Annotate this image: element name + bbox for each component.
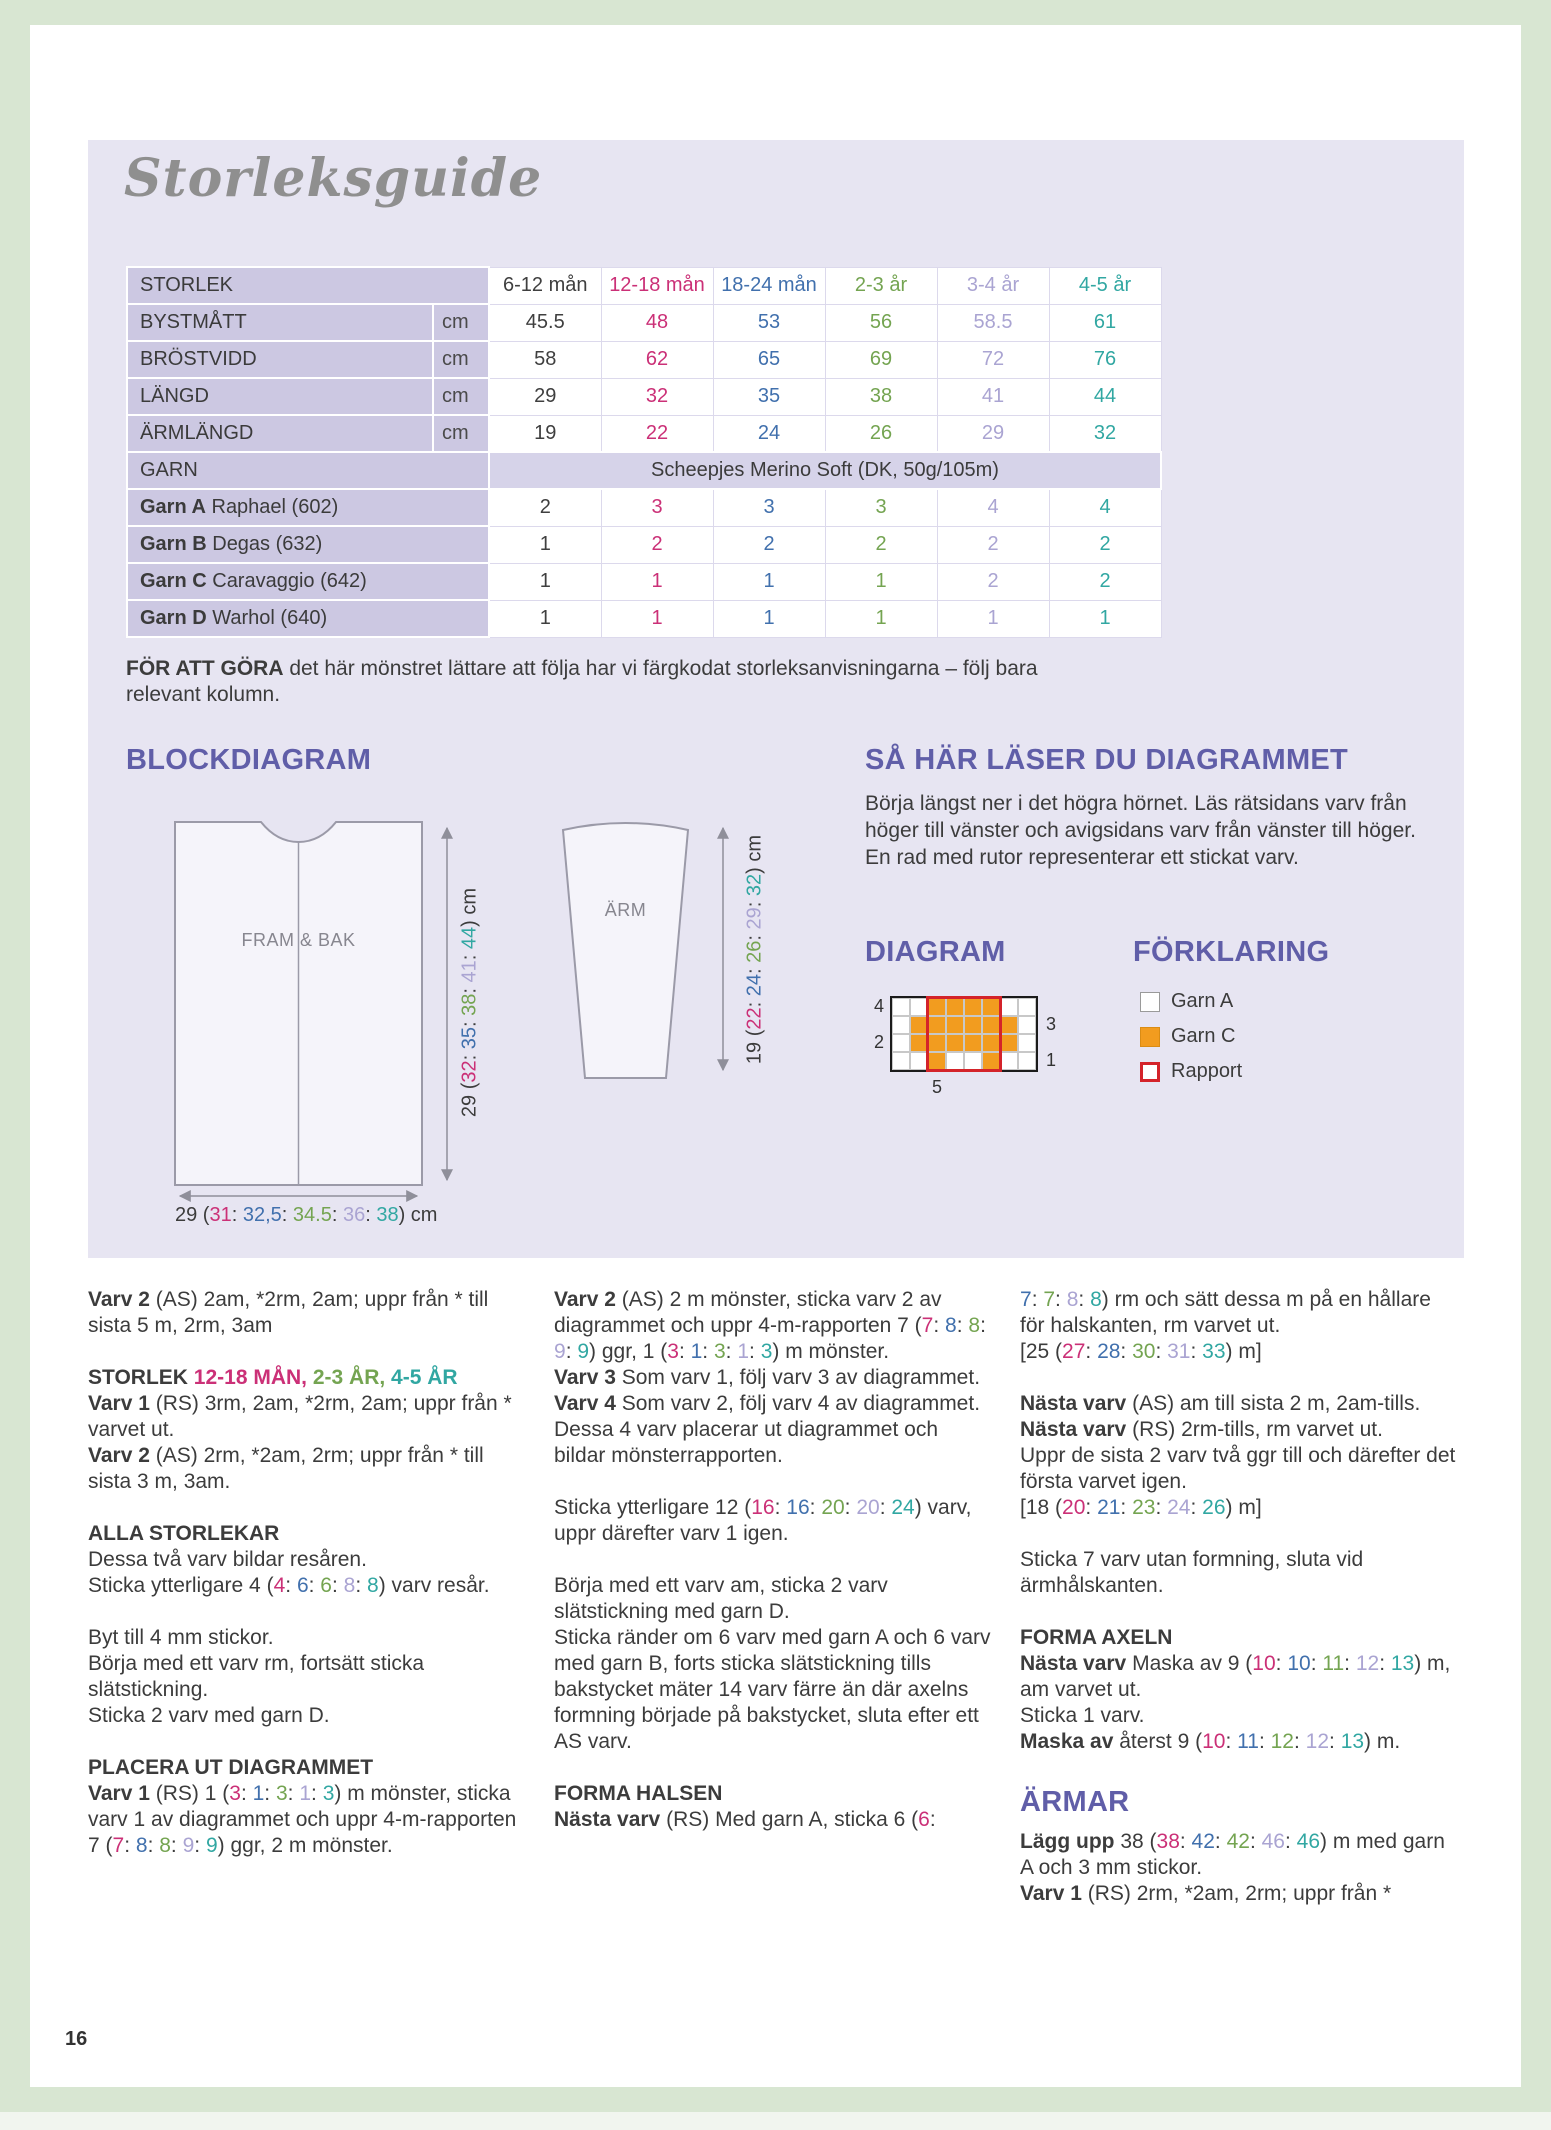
measurement-unit: cm xyxy=(433,304,489,341)
pattern-line: Nästa varv (RS) 2rm-tills, rm varvet ut. xyxy=(1020,1418,1383,1441)
size-column-header: 3-4 år xyxy=(937,267,1049,304)
color-coding-note: FÖR ATT GÖRA det här mönstret lättare att följa har vi färgkodat storleksanvisningarna – följ bara relevant kolumn. xyxy=(126,657,1038,706)
diagram-heading: DIAGRAM xyxy=(865,936,1006,968)
pattern-line: Sticka 2 varv med garn D. xyxy=(88,1704,330,1727)
yarn-amount: 1 xyxy=(489,563,601,600)
section-heading xyxy=(1020,1785,1457,1819)
legend-label: Garn C xyxy=(1171,1025,1236,1047)
measurement-value: 45.5 xyxy=(489,304,601,341)
pattern-line: [25 (27: 28: 30: 31: 33) m] xyxy=(1020,1340,1262,1363)
pattern-block xyxy=(1020,1391,1457,1521)
page-number: 16 xyxy=(65,2028,88,2050)
sleeve-length-measurement: 19 (22: 24: 26: 29: 32) cm xyxy=(743,834,766,1065)
measurement-value: 24 xyxy=(713,415,825,452)
pattern-block xyxy=(1020,1287,1457,1365)
legend-item xyxy=(1140,990,1242,1013)
pattern-line: [18 (20: 21: 23: 24: 26) m] xyxy=(1020,1496,1262,1519)
measurement-value: 32 xyxy=(601,378,713,415)
yarn-amount: 1 xyxy=(489,526,601,563)
pattern-block xyxy=(1020,1547,1457,1599)
sleeve-label: ÄRM xyxy=(604,900,647,920)
legend-label: Rapport xyxy=(1171,1060,1243,1082)
yarn-label: Garn C Caravaggio (642) xyxy=(127,563,489,600)
legend-heading: FÖRKLARING xyxy=(1133,936,1330,968)
how-to-read-heading: SÅ HÄR LÄSER DU DIAGRAMMET xyxy=(865,744,1349,776)
measurement-value: 32 xyxy=(1049,415,1161,452)
yarn-amount: 1 xyxy=(825,563,937,600)
size-column-header: 12-18 mån xyxy=(601,267,713,304)
pattern-block xyxy=(554,1573,991,1755)
chart-cell-garn-a xyxy=(1018,1052,1036,1070)
yarn-amount: 2 xyxy=(1049,526,1161,563)
measurement-label: BYSTMÅTT xyxy=(127,304,433,341)
body-length-measurement: 29 (32: 35: 38: 41: 44) cm xyxy=(458,887,481,1118)
yarn-header-value: Scheepjes Merino Soft (DK, 50g/105m) xyxy=(489,452,1161,489)
yarn-amount: 1 xyxy=(601,600,713,637)
pattern-block xyxy=(554,1781,991,1833)
pattern-line: Byt till 4 mm stickor. xyxy=(88,1626,274,1649)
pattern-line: Börja med ett varv am, sticka 2 varv slätstickning med garn D. xyxy=(554,1574,888,1623)
pattern-line: Nästa varv Maska av 9 (10: 10: 11: 12: 13) m, am varvet ut. xyxy=(1020,1652,1451,1701)
pattern-line: Varv 1 (RS) 1 (3: 1: 3: 1: 3) m mönster, sticka varv 1 av diagrammet och uppr 4-m-rapporten 7 (7: 8: 8: 9: 9) ggr, 2 m mönster. xyxy=(88,1782,517,1857)
measurement-value: 53 xyxy=(713,304,825,341)
pattern-line: Nästa varv (AS) am till sista 2 m, 2am-tills. xyxy=(1020,1392,1421,1415)
measurement-value: 41 xyxy=(937,378,1049,415)
measurement-value: 62 xyxy=(601,341,713,378)
measurement-value: 69 xyxy=(825,341,937,378)
measurement-value: 58 xyxy=(489,341,601,378)
yarn-amount: 4 xyxy=(937,489,1049,526)
measurement-label: LÄNGD xyxy=(127,378,433,415)
legend-label: Garn A xyxy=(1171,990,1234,1012)
size-column-header: 6-12 mån xyxy=(489,267,601,304)
size-column-header: 2-3 år xyxy=(825,267,937,304)
pattern-line: Sticka ytterligare 12 (16: 16: 20: 20: 24) varv, uppr därefter varv 1 igen. xyxy=(554,1496,972,1545)
chart-cell-garn-a xyxy=(1018,1034,1036,1052)
pattern-column-1 xyxy=(88,1287,525,1859)
pattern-line: Varv 2 (AS) 2am, *2rm, 2am; uppr från * till sista 5 m, 2rm, 3am xyxy=(88,1288,489,1337)
size-column-header: 18-24 mån xyxy=(713,267,825,304)
pattern-block xyxy=(554,1287,991,1469)
pattern-line: Varv 4 Som varv 2, följ varv 4 av diagrammet. xyxy=(554,1392,981,1415)
chart-cell-garn-a xyxy=(892,1034,910,1052)
measurement-value: 56 xyxy=(825,304,937,341)
measurement-value: 29 xyxy=(937,415,1049,452)
pattern-line: Börja med ett varv rm, fortsätt sticka slätstickning. xyxy=(88,1652,425,1701)
pattern-line: Varv 2 (AS) 2 m mönster, sticka varv 2 av diagrammet och uppr 4-m-rapporten 7 (7: 8: 8: 9: 9) ggr, 1 (3: 1: 3: 1: 3) m mönster. xyxy=(554,1288,986,1363)
legend-item xyxy=(1140,1060,1242,1083)
yarn-amount: 2 xyxy=(1049,563,1161,600)
pattern-line: Varv 3 Som varv 1, följ varv 3 av diagrammet. xyxy=(554,1366,981,1389)
yarn-amount: 1 xyxy=(1049,600,1161,637)
pattern-line: Sticka ytterligare 4 (4: 6: 6: 8: 8) varv resår. xyxy=(88,1574,490,1597)
chart-cell-garn-a xyxy=(892,998,910,1016)
knitting-chart xyxy=(890,996,1038,1072)
yarn-label: Garn A Raphael (602) xyxy=(127,489,489,526)
pattern-line: Sticka 1 varv. xyxy=(1020,1704,1145,1727)
yarn-amount: 4 xyxy=(1049,489,1161,526)
pattern-block xyxy=(88,1521,525,1599)
size-table-corner-cell: STORLEK xyxy=(127,267,489,304)
measurement-label: BRÖSTVIDD xyxy=(127,341,433,378)
measurement-value: 72 xyxy=(937,341,1049,378)
measurement-unit: cm xyxy=(433,415,489,452)
chart-stitch-number: 5 xyxy=(931,1077,942,1097)
size-guide-panel xyxy=(88,140,1464,1258)
chart-cell-garn-c xyxy=(1000,1034,1018,1052)
chart-cell-garn-a xyxy=(1000,998,1018,1016)
pattern-line: Sticka ränder om 6 varv med garn A och 6 varv med garn B, forts sticka slätstickning tills bakstycket mäter 14 varv färre än där axelns formning började på bakstycket, sluta efter ett AS varv. xyxy=(554,1626,991,1753)
pattern-block xyxy=(88,1365,525,1495)
yarn-amount: 1 xyxy=(937,600,1049,637)
pattern-line: 7: 7: 8: 8) rm och sätt dessa m på en hållare för halskanten, rm varvet ut. xyxy=(1020,1288,1431,1337)
measurement-value: 38 xyxy=(825,378,937,415)
schematic-drawing xyxy=(88,140,1464,1258)
measurement-value: 26 xyxy=(825,415,937,452)
yarn-amount: 1 xyxy=(825,600,937,637)
chart-row-number: 3 xyxy=(1046,1014,1057,1034)
pattern-column-2 xyxy=(554,1287,991,1833)
chart-row-number: 4 xyxy=(873,996,884,1016)
pattern-line: ALLA STORLEKAR xyxy=(88,1522,280,1545)
pattern-block xyxy=(1020,1625,1457,1755)
chart-legend xyxy=(1140,990,1242,1095)
measurement-value: 48 xyxy=(601,304,713,341)
yarn-amount: 1 xyxy=(489,600,601,637)
yarn-header-label: GARN xyxy=(127,452,489,489)
pattern-block xyxy=(88,1625,525,1729)
yarn-amount: 1 xyxy=(713,600,825,637)
yarn-amount: 3 xyxy=(601,489,713,526)
pattern-line: Varv 2 (AS) 2rm, *2am, 2rm; uppr från * till sista 3 m, 3am. xyxy=(88,1444,484,1493)
measurement-value: 35 xyxy=(713,378,825,415)
rapport-outline xyxy=(926,996,1002,1072)
page xyxy=(30,25,1521,2087)
yarn-label: Garn B Degas (632) xyxy=(127,526,489,563)
legend-swatch-orange xyxy=(1140,1027,1160,1047)
measurement-value: 58.5 xyxy=(937,304,1049,341)
pattern-block xyxy=(88,1755,525,1859)
size-guide-title: Storleksguide xyxy=(124,148,543,209)
chart-row-number: 2 xyxy=(873,1032,884,1052)
chart-cell-garn-a xyxy=(892,1052,910,1070)
yarn-amount: 2 xyxy=(489,489,601,526)
measurement-value: 65 xyxy=(713,341,825,378)
pattern-line: Maska av återst 9 (10: 11: 12: 12: 13) m. xyxy=(1020,1730,1401,1753)
yarn-amount: 1 xyxy=(713,563,825,600)
yarn-amount: 3 xyxy=(713,489,825,526)
pattern-line: Nästa varv (RS) Med garn A, sticka 6 (6: xyxy=(554,1808,936,1831)
pattern-column-3 xyxy=(1020,1287,1457,1907)
chart-cell-garn-a xyxy=(1018,998,1036,1016)
legend-swatch-white xyxy=(1140,992,1160,1012)
measurement-value: 61 xyxy=(1049,304,1161,341)
pattern-line: Dessa 4 varv placerar ut diagrammet och bildar mönsterrapporten. xyxy=(554,1418,938,1467)
pattern-line: FORMA AXELN xyxy=(1020,1626,1173,1649)
pattern-line: Varv 1 (RS) 2rm, *2am, 2rm; uppr från * xyxy=(1020,1882,1392,1905)
pattern-line: PLACERA UT DIAGRAMMET xyxy=(88,1756,374,1779)
pattern-block xyxy=(554,1495,991,1547)
measurement-value: 76 xyxy=(1049,341,1161,378)
pattern-line: Uppr de sista 2 varv två ggr till och därefter det första varvet igen. xyxy=(1020,1444,1456,1493)
pattern-line: Lägg upp 38 (38: 42: 42: 46: 46) m med garn A och 3 mm stickor. xyxy=(1020,1830,1445,1879)
chart-cell-garn-c xyxy=(1000,1016,1018,1034)
chart-row-number: 1 xyxy=(1046,1050,1057,1070)
yarn-amount: 1 xyxy=(601,563,713,600)
pattern-line: FORMA HALSEN xyxy=(554,1782,723,1805)
yarn-amount: 2 xyxy=(937,563,1049,600)
pattern-block xyxy=(1020,1829,1457,1907)
yarn-amount: 2 xyxy=(601,526,713,563)
legend-item xyxy=(1140,1025,1242,1048)
sleeve-outline xyxy=(563,823,688,1078)
front-back-label: FRAM & BAK xyxy=(241,930,356,950)
blockdiagram-heading: BLOCKDIAGRAM xyxy=(126,744,372,776)
pattern-block xyxy=(88,1287,525,1339)
yarn-amount: 2 xyxy=(825,526,937,563)
yarn-amount: 3 xyxy=(825,489,937,526)
measurement-value: 44 xyxy=(1049,378,1161,415)
chart-cell-garn-a xyxy=(1000,1052,1018,1070)
how-to-read-body: Börja längst ner i det högra hörnet. Läs rätsidans varv från höger till vänster och avigsidans varv från vänster till höger. En rad med rutor representerar ett stickat varv. xyxy=(865,792,1416,869)
pattern-line: ÄRMAR xyxy=(1020,1786,1130,1818)
chart-cell-garn-a xyxy=(892,1016,910,1034)
body-width-measurement: 29 (31: 32,5: 34.5: 36: 38) cm xyxy=(175,1204,438,1226)
pattern-line: Sticka 7 varv utan formning, sluta vid ärmhålskanten. xyxy=(1020,1548,1364,1597)
bottom-strip xyxy=(0,2112,1551,2130)
size-column-header: 4-5 år xyxy=(1049,267,1161,304)
measurement-value: 19 xyxy=(489,415,601,452)
pattern-line: Dessa två varv bildar resåren. xyxy=(88,1548,367,1571)
measurement-label: ÄRMLÄNGD xyxy=(127,415,433,452)
yarn-amount: 2 xyxy=(937,526,1049,563)
chart-cell-garn-a xyxy=(1018,1016,1036,1034)
pattern-line: Varv 1 (RS) 3rm, 2am, *2rm, 2am; uppr från * varvet ut. xyxy=(88,1392,512,1441)
yarn-amount: 2 xyxy=(713,526,825,563)
legend-swatch-rapport xyxy=(1140,1062,1160,1082)
measurement-unit: cm xyxy=(433,341,489,378)
yarn-label: Garn D Warhol (640) xyxy=(127,600,489,637)
measurement-unit: cm xyxy=(433,378,489,415)
measurement-value: 29 xyxy=(489,378,601,415)
pattern-line: STORLEK 12-18 MÅN, 2-3 ÅR, 4-5 ÅR xyxy=(88,1366,458,1389)
measurement-value: 22 xyxy=(601,415,713,452)
